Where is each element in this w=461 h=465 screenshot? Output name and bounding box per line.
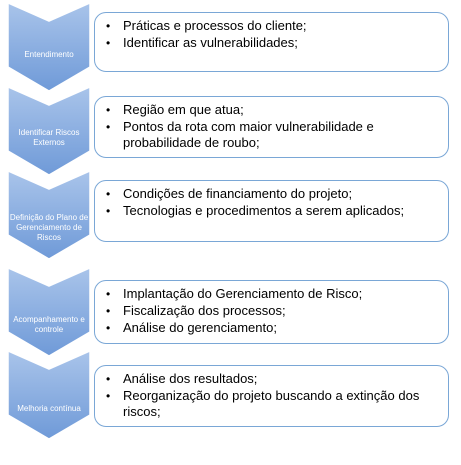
list-item: • Implantação do Gerenciamento de Risco; (106, 286, 363, 301)
list-item: • Fiscalização dos processos; (106, 303, 286, 318)
list-item: • Análise do gerenciamento; (106, 320, 277, 335)
list-item: • Análise dos resultados; (106, 371, 258, 386)
list-item: • Tecnologias e procedimentos a serem aplicados; (106, 203, 405, 218)
step-box-identificar-riscos (94, 96, 449, 158)
step-items (103, 186, 440, 219)
step-label-identificar-riscos: Identificar Riscos Externos (18, 128, 80, 147)
step-label-entendimento: Entendimento (24, 50, 74, 59)
list-item: • Pontos da rota com maior vulnerabilidade e probabilidade de roubo; (106, 119, 374, 150)
step-box-acompanhamento (94, 280, 449, 344)
step-items (103, 371, 440, 420)
list-item: • Práticas e processos do cliente; (106, 18, 307, 33)
list-item: • Identificar as vulnerabilidades; (106, 35, 298, 50)
list-item: • Região em que atua; (106, 102, 244, 117)
list-item: • Condições de financiamento do projeto; (106, 186, 353, 201)
step-box-melhoria-continua (94, 365, 449, 427)
step-items (103, 102, 440, 151)
step-items (103, 286, 440, 336)
step-box-entendimento (94, 12, 449, 72)
step-items (103, 18, 440, 51)
step-label-acompanhamento: Acompanhamento e controle (13, 315, 85, 334)
step-label-melhoria-continua: Melhoria contínua (17, 404, 81, 413)
step-box-definicao-plano (94, 180, 449, 242)
list-item: • Reorganização do projeto buscando a extinção dos riscos; (106, 388, 420, 419)
step-label-definicao-plano: Definição do Plano de Gerenciamento de Riscos (9, 213, 89, 242)
